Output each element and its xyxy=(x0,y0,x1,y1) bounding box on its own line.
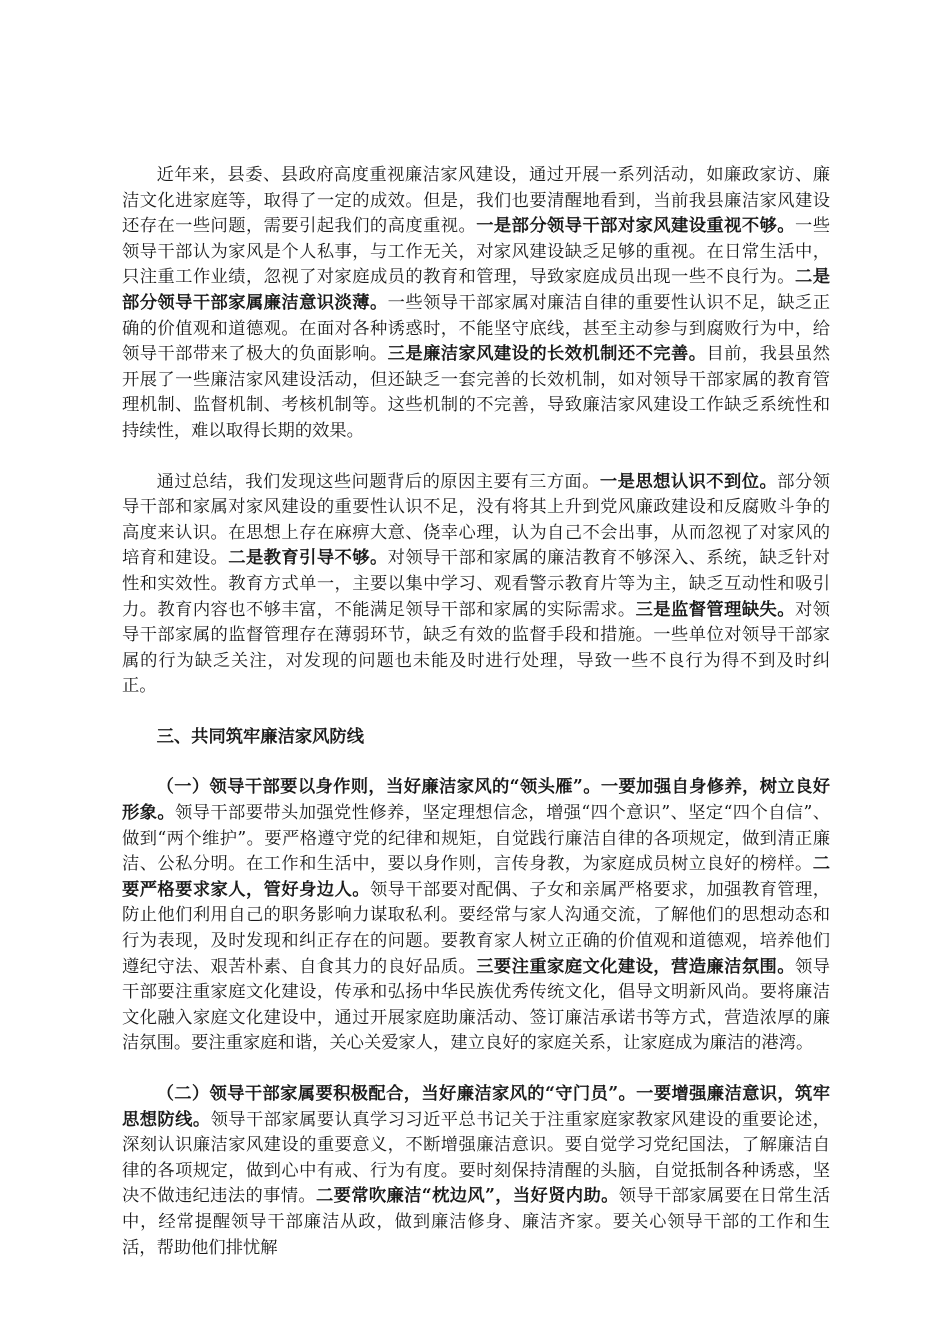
bold-text-run: 三要注重家庭文化建设，营造廉洁氛围。 xyxy=(476,956,795,977)
text-run: 领导干部要带头加强党性修养，坚定理想信念，增强“四个意识”、坚定“四个自信”、做到“两个维护”。要严格遵守党的纪律和规矩，自觉践行廉洁自律的各项规定，做到清正廉洁、公私分明。在工作和生活中，要以身作则，言传身教，为家庭成员树立良好的榜样。 xyxy=(122,803,830,875)
bold-text-run: 三、共同筑牢廉洁家风防线 xyxy=(156,726,364,747)
bold-text-run: 一是部分领导干部对家风建设重视不够。 xyxy=(476,216,795,237)
bold-text-run: 三是监督管理缺失。 xyxy=(635,599,795,620)
text-run: 一些领导干部认为家风是个人私事，与工作无关，对家风建设缺乏足够的重视。在日常生活中，只注重工作业绩，忽视了对家庭成员的教育和管理，导致家庭成员出现一些不良行为。 xyxy=(122,216,830,288)
bold-text-run: （二）领导干部家属要积极配合，当好廉洁家风的“守门员”。一要增强廉洁意识，筑牢思想防线。 xyxy=(122,1084,830,1130)
bold-text-run: 三是廉洁家风建设的长效机制还不完善。 xyxy=(387,344,707,365)
text-run: 领导干部家属要认真学习习近平总书记关于注重家庭家教家风建设的重要论述，深刻认识廉洁家风建设的重要意义，不断增强廉洁意识。要自觉学习党纪国法，了解廉洁自律的各项规定，做到心中有戒、行为有度。要时刻保持清醒的头脑，自觉抵制各种诱惑，坚决不做违纪违法的事情。 xyxy=(122,1109,830,1207)
document-page xyxy=(122,163,830,1286)
text-run: 一些领导干部家属对廉洁自律的重要性认识不足，缺乏正确的价值观和道德观。在面对各种诱惑时，不能坚守底线，甚至主动参与到腐败行为中，给领导干部带来了极大的负面影响。 xyxy=(122,292,830,365)
bold-text-run: 二是部分领导干部家属廉洁意识淡薄。 xyxy=(122,267,830,313)
bold-text-run: （一）领导干部要以身作则，当好廉洁家风的“领头雁”。一要加强自身修养，树立良好形象。 xyxy=(122,777,830,824)
text-run: 对领导干部和家属的廉洁教育不够深入、系统，缺乏针对性和实效性。教育方式单一，主要以集中学习、观看警示教育片等为主，缺乏互动性和吸引力。教育内容也不够丰富，不能满足领导干部和家属的实际需求。 xyxy=(122,548,830,620)
paragraph-problems xyxy=(122,163,830,445)
paragraph-causes xyxy=(122,470,830,700)
paragraph-leaders xyxy=(122,775,830,1057)
text-run: 领导干部要对配偶、子女和亲属严格要求，加强教育管理，防止他们利用自己的职务影响力谋取私利。要经常与家人沟通交流，了解他们的思想动态和行为表现，及时发现和纠正存在的问题。要教育家人树立正确的价值观和道德观，培养他们遵纪守法、艰苦朴素、自食其力的良好品质。 xyxy=(122,879,830,977)
bold-text-run: 二要严格要求家人，管好身边人。 xyxy=(122,854,830,900)
section-heading xyxy=(122,725,830,751)
bold-text-run: 二是教育引导不够。 xyxy=(228,548,388,569)
text-run: 近年来，县委、县政府高度重视廉洁家风建设，通过开展一系列活动，如廉政家访、廉洁文化进家庭等，取得了一定的成效。但是，我们也要清醒地看到，当前我县廉洁家风建设还存在一些问题，需要引起我们的高度重视。 xyxy=(122,165,830,237)
text-run: 目前，我县虽然开展了一些廉洁家风建设活动，但还缺乏一套完善的长效机制，如对领导干部家属的教育管理机制、监督机制、考核机制等。这些机制的不完善，导致廉洁家风建设工作缺乏系统性和持续性，难以取得长期的效果。 xyxy=(122,344,830,441)
text-run: 部分领导干部和家属对家风建设的重要性认识不足，没有将其上升到党风廉政建设和反腐败斗争的高度来认识。在思想上存在麻痹大意、侥幸心理，认为自己不会出事，从而忽视了对家风的培育和建设。 xyxy=(122,471,830,569)
bold-text-run: 二要常吹廉洁“枕边风”，当好贤内助。 xyxy=(315,1186,619,1207)
text-run: 领导干部家属要在日常生活中，经常提醒领导干部廉洁从政，做到廉洁修身、廉洁齐家。要关心领导干部的工作和生活，帮助他们排忧解 xyxy=(122,1186,830,1258)
text-run: 领导干部要注重家庭文化建设，传承和弘扬中华民族优秀传统文化，倡导文明新风尚。要将廉洁文化融入家庭文化建设中，通过开展家庭助廉活动、签订廉洁承诺书等方式，营造浓厚的廉洁氛围。要注重家庭和谐，关心关爱家人，建立良好的家庭关系，让家庭成为廉洁的港湾。 xyxy=(122,956,830,1054)
bold-text-run: 一是思想认识不到位。 xyxy=(599,471,778,492)
text-run: 对领导干部家属的监督管理存在薄弱环节，缺乏有效的监督手段和措施。一些单位对领导干部家属的行为缺乏关注，对发现的问题也未能及时进行处理，导致一些不良行为得不到及时纠正。 xyxy=(122,599,830,697)
text-run: 通过总结，我们发现这些问题背后的原因主要有三方面。 xyxy=(156,471,600,492)
paragraph-family xyxy=(122,1082,830,1261)
